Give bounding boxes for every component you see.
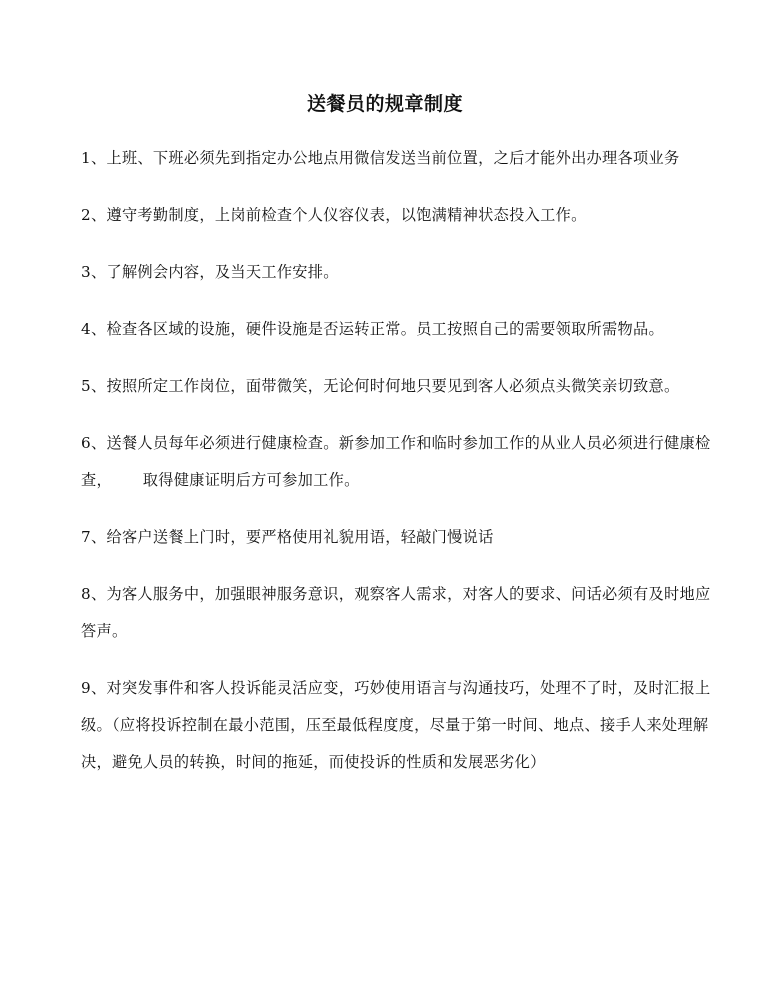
rule-item-1: 1、上班、下班必须先到指定办公地点用微信发送当前位置，之后才能外出办理各项业务: [81, 149, 680, 167]
rule-item-6: 6、送餐人员每年必须进行健康检查。新参加工作和临时参加工作的从业人员必须进行健康检查， 取得健康证明后方可参加工作。: [81, 434, 711, 489]
rule-item-8: 8、为客人服务中，加强眼神服务意识，观察客人需求，对客人的要求、问话必须有及时地应答声。: [81, 585, 711, 640]
document-title: 送餐员的规章制度: [306, 93, 463, 115]
rule-item-3: 3、了解例会内容，及当天工作安排。: [81, 263, 339, 281]
rule-item-9: 9、对突发事件和客人投诉能灵活应变，巧妙使用语言与沟通技巧，处理不了时，及时汇报上级。（应将投诉控制在最小范围，压至最低程度度，尽量于第一时间、地点、接手人来处理解决，避免人员的转换，时间的拖延，而使投诉的性质和发展恶劣化）: [81, 679, 711, 771]
rule-item-2: 2、遵守考勤制度，上岗前检查个人仪容仪表，以饱满精神状态投入工作。: [81, 206, 587, 224]
rule-item-7: 7、给客户送餐上门时，要严格使用礼貌用语，轻敲门慢说话: [81, 528, 494, 546]
rule-item-4: 4、检查各区域的设施，硬件设施是否运转正常。员工按照自己的需要领取所需物品。: [81, 320, 664, 338]
rule-item-5: 5、按照所定工作岗位，面带微笑，无论何时何地只要见到客人必须点头微笑亲切致意。: [81, 377, 680, 395]
rules-list: [81, 140, 717, 801]
